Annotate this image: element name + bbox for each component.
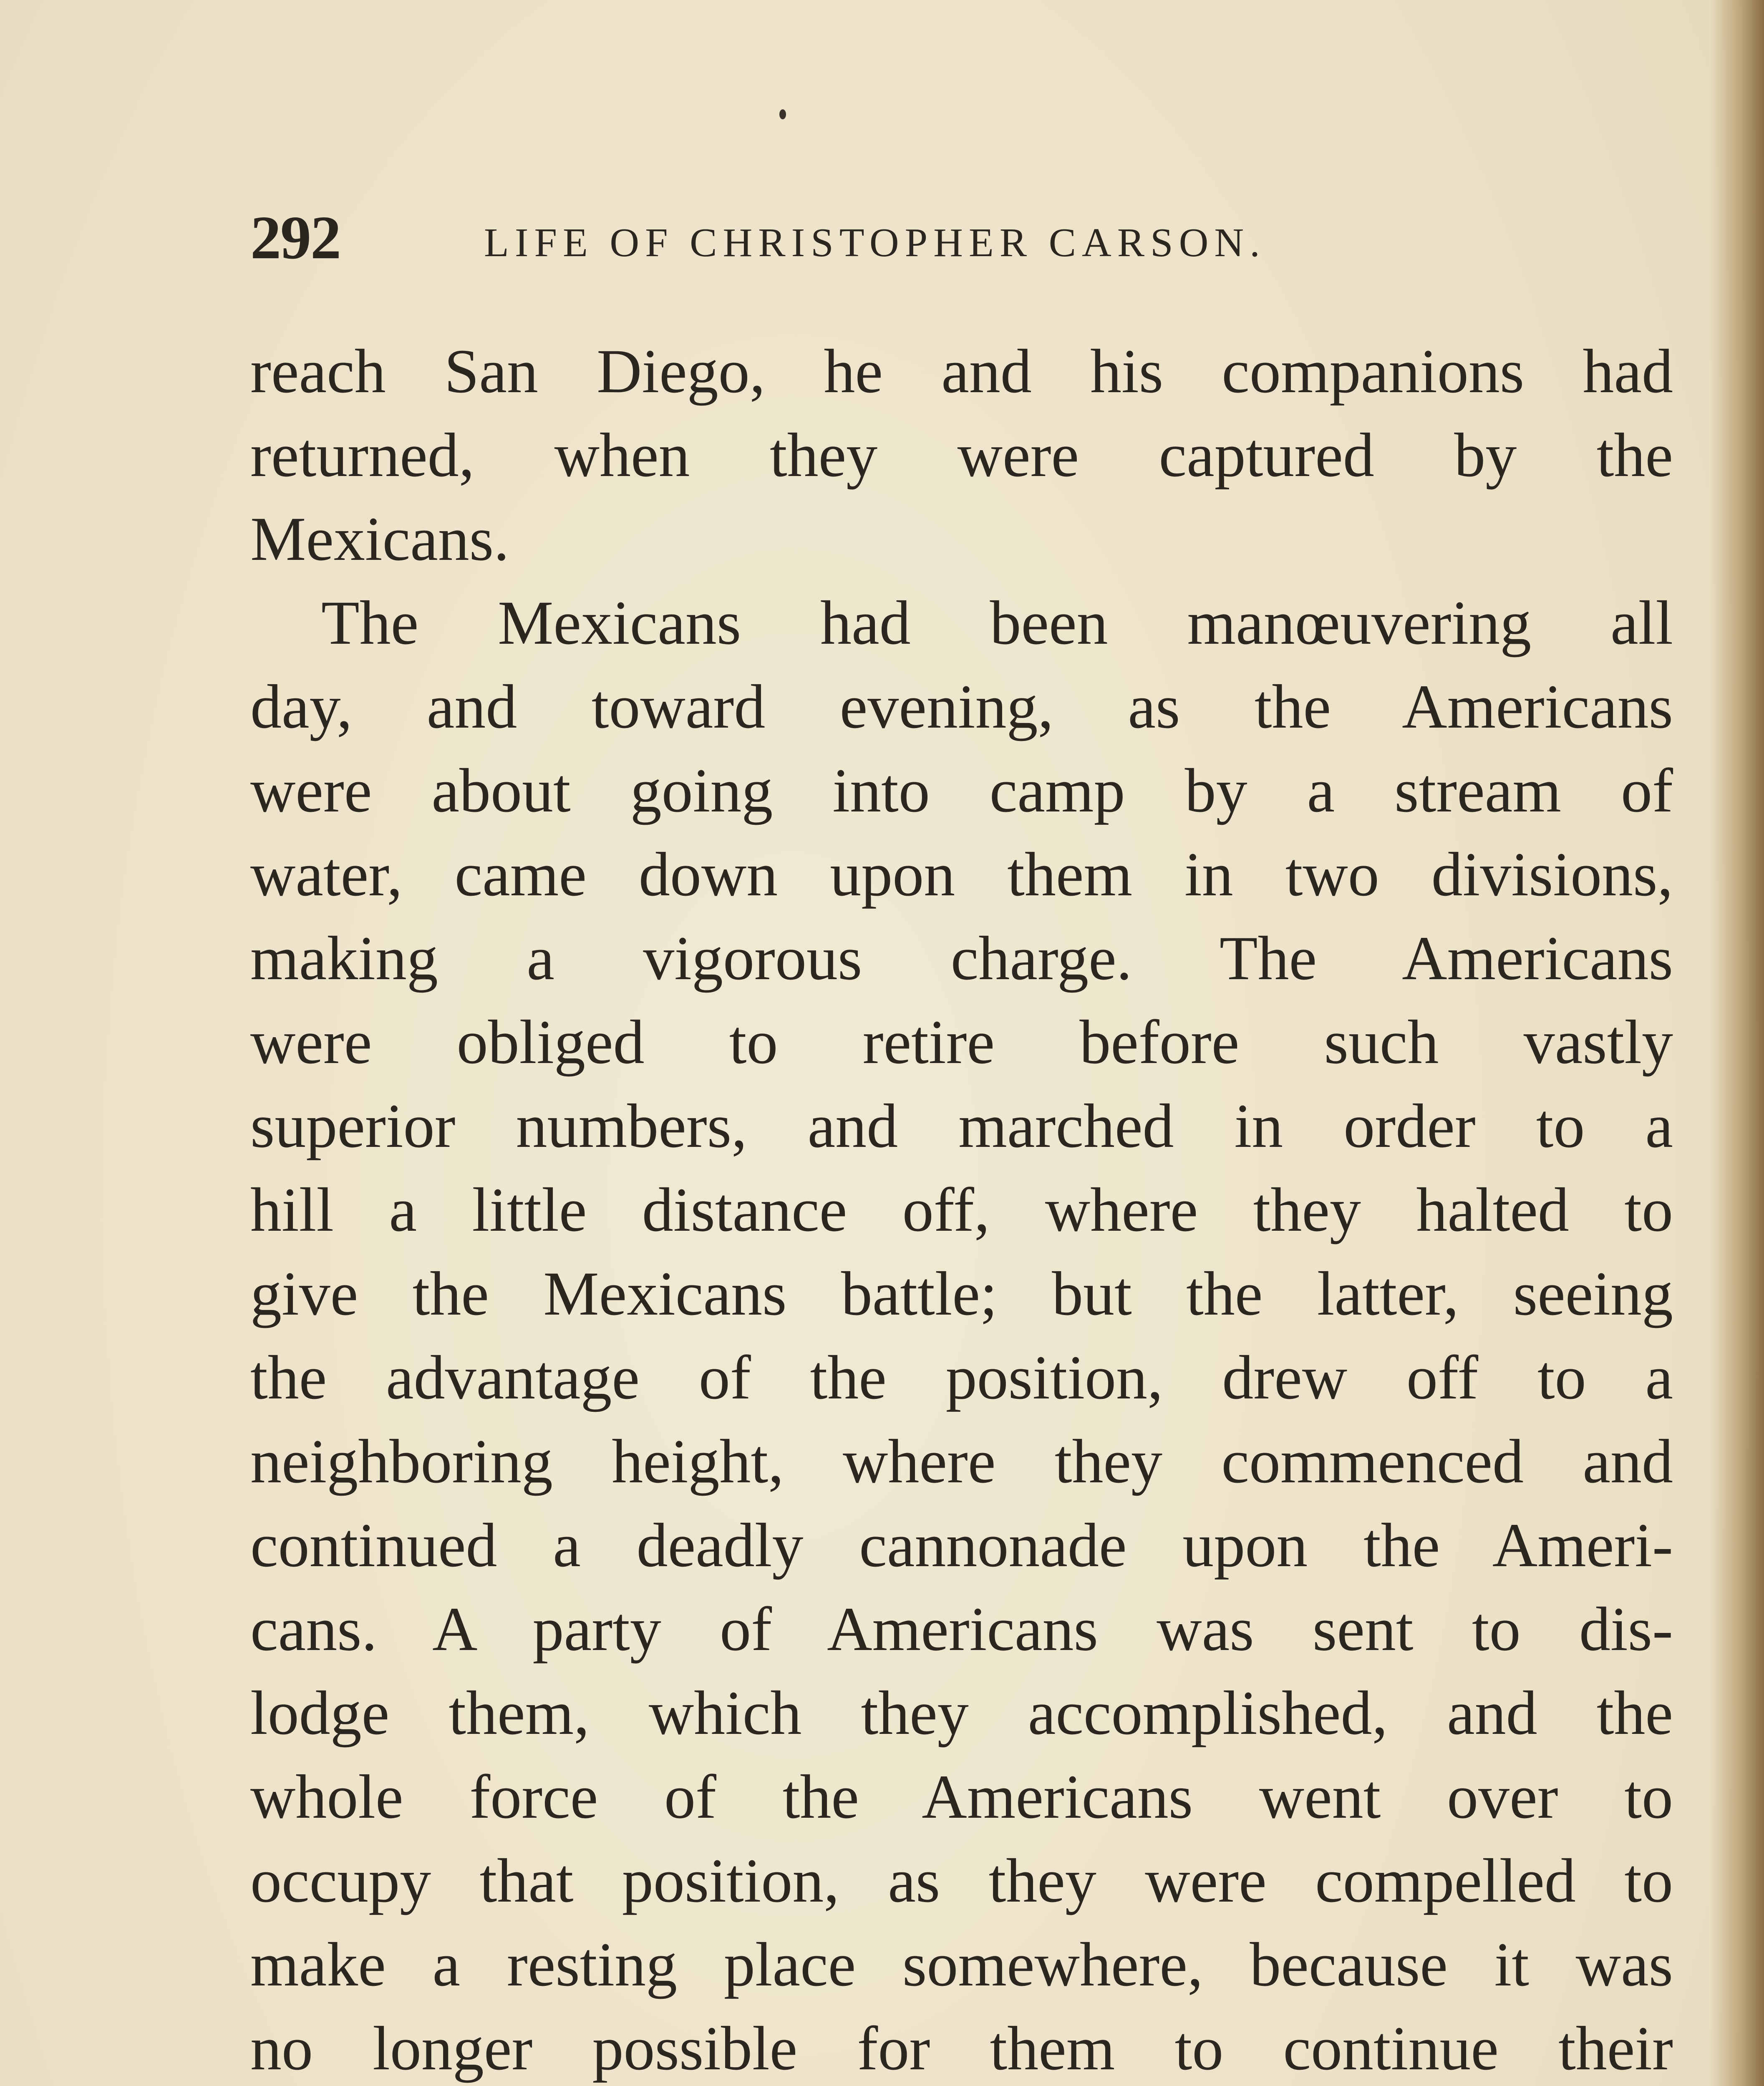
text-line: give the Mexicans battle; but the latter, seeing	[250, 1259, 1673, 1328]
text-line: make a resting place somewhere, because it was	[250, 1930, 1673, 1999]
text-line: Mexicans.	[250, 504, 509, 574]
text-line: water, came down upon them in two divisions,	[250, 840, 1673, 909]
text-line: were about going into camp by a stream of	[250, 756, 1673, 825]
text-line: returned, when they were captured by the	[250, 421, 1673, 490]
body-text	[250, 330, 1673, 2086]
paragraph-first-line: The Mexicans had been manœuvering all	[321, 588, 1673, 658]
text-line: cans. A party of Americans was sent to dis-	[250, 1595, 1673, 1664]
text-line: continued a deadly cannonade upon the Ameri-	[250, 1511, 1673, 1580]
text-line: superior numbers, and marched in order to a	[250, 1091, 1673, 1161]
text-line: making a vigorous charge. The Americans	[250, 924, 1673, 993]
page-number: 292	[250, 204, 340, 272]
text-line: neighboring height, where they commenced and	[250, 1427, 1673, 1496]
text-line: day, and toward evening, as the Americans	[250, 672, 1673, 741]
ink-speck	[779, 109, 786, 119]
text-line: no longer possible for them to continue their	[250, 2014, 1673, 2083]
page-header	[250, 196, 1669, 280]
text-line: hill a little distance off, where they halted to	[250, 1175, 1673, 1245]
text-line: occupy that position, as they were compelled to	[250, 1846, 1673, 1915]
text-line: whole force of the Americans went over to	[250, 1762, 1673, 1832]
text-line: lodge them, which they accomplished, and the	[250, 1678, 1673, 1748]
text-line: the advantage of the position, drew off to a	[250, 1343, 1673, 1412]
text-line: reach San Diego, he and his companions had	[250, 337, 1673, 406]
spine-shadow	[1710, 0, 1764, 2086]
text-line: were obliged to retire before such vastly	[250, 1008, 1673, 1077]
running-head: LIFE OF CHRISTOPHER CARSON.	[484, 220, 1266, 265]
